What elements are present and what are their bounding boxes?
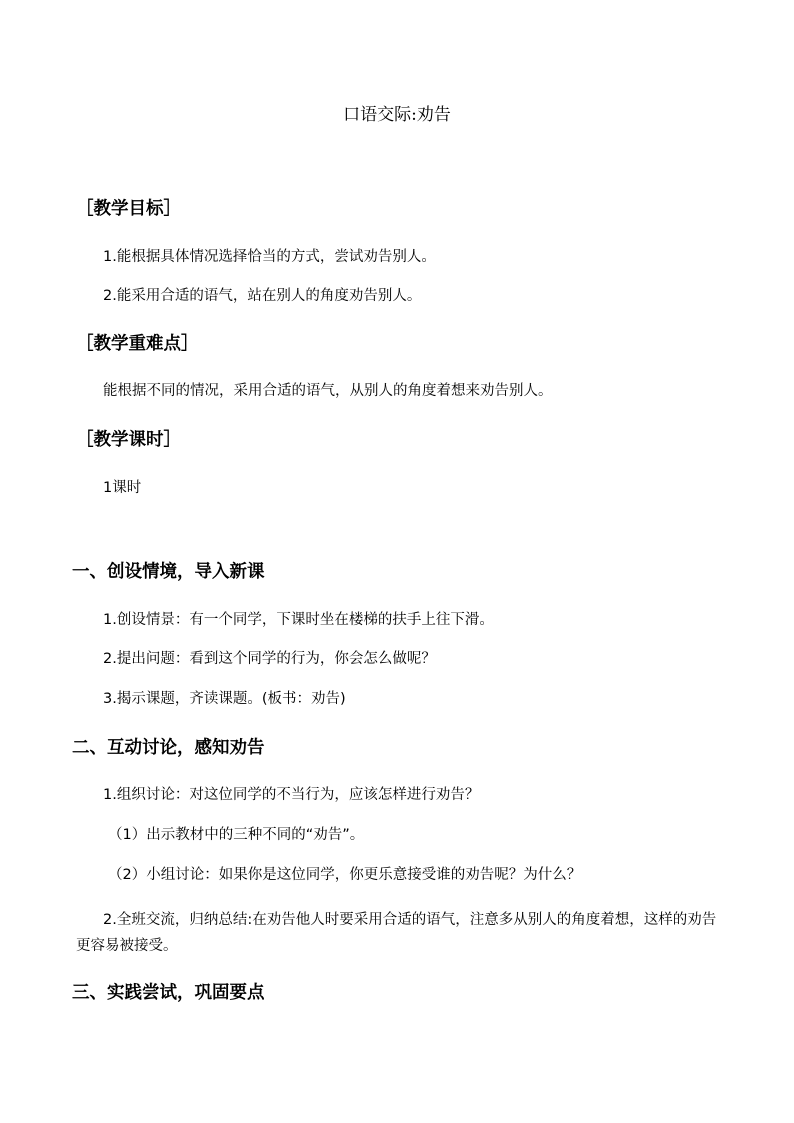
objective-item: 1.能根据具体情况选择恰当的方式，尝试劝告别人。 [103, 249, 436, 265]
section2-summary-paragraph: 2.全班交流，归纳总结:在劝告他人时要采用合适的语气，注意多从别人的角度着想，这样的劝告更容易被接受。 [76, 912, 717, 954]
periods-heading: ［教学课时］ [76, 430, 181, 450]
periods-text: 1课时 [103, 480, 142, 496]
document-title: 口语交际:劝告 [343, 105, 451, 125]
key-points-text: 能根据不同的情况，采用合适的语气，从别人的角度着想来劝告别人。 [103, 383, 553, 399]
section-heading-3: 三、实践尝试，巩固要点 [72, 983, 265, 1003]
section2-sub-item: （2）小组讨论：如果你是这位同学，你更乐意接受谁的劝告呢？为什么？ [108, 867, 582, 883]
objectives-heading: ［教学目标］ [76, 199, 181, 219]
key-points-heading: ［教学重难点］ [76, 334, 199, 354]
section1-item: 1.创设情景：有一个同学，下课时坐在楼梯的扶手上往下滑。 [103, 612, 494, 628]
section-heading-2: 二、互动讨论，感知劝告 [72, 738, 265, 758]
section2-sub-item: （1）出示教材中的三种不同的“劝告”。 [108, 827, 365, 843]
section-heading-1: 一、创设情境，导入新课 [72, 562, 265, 582]
section2-item: 1.组织讨论：对这位同学的不当行为，应该怎样进行劝告？ [103, 787, 480, 803]
section1-item: 2.提出问题：看到这个同学的行为，你会怎么做呢？ [103, 651, 436, 667]
section1-item: 3.揭示课题，齐读课题。(板书：劝告) [103, 691, 346, 707]
objective-item: 2.能采用合适的语气，站在别人的角度劝告别人。 [103, 288, 422, 304]
